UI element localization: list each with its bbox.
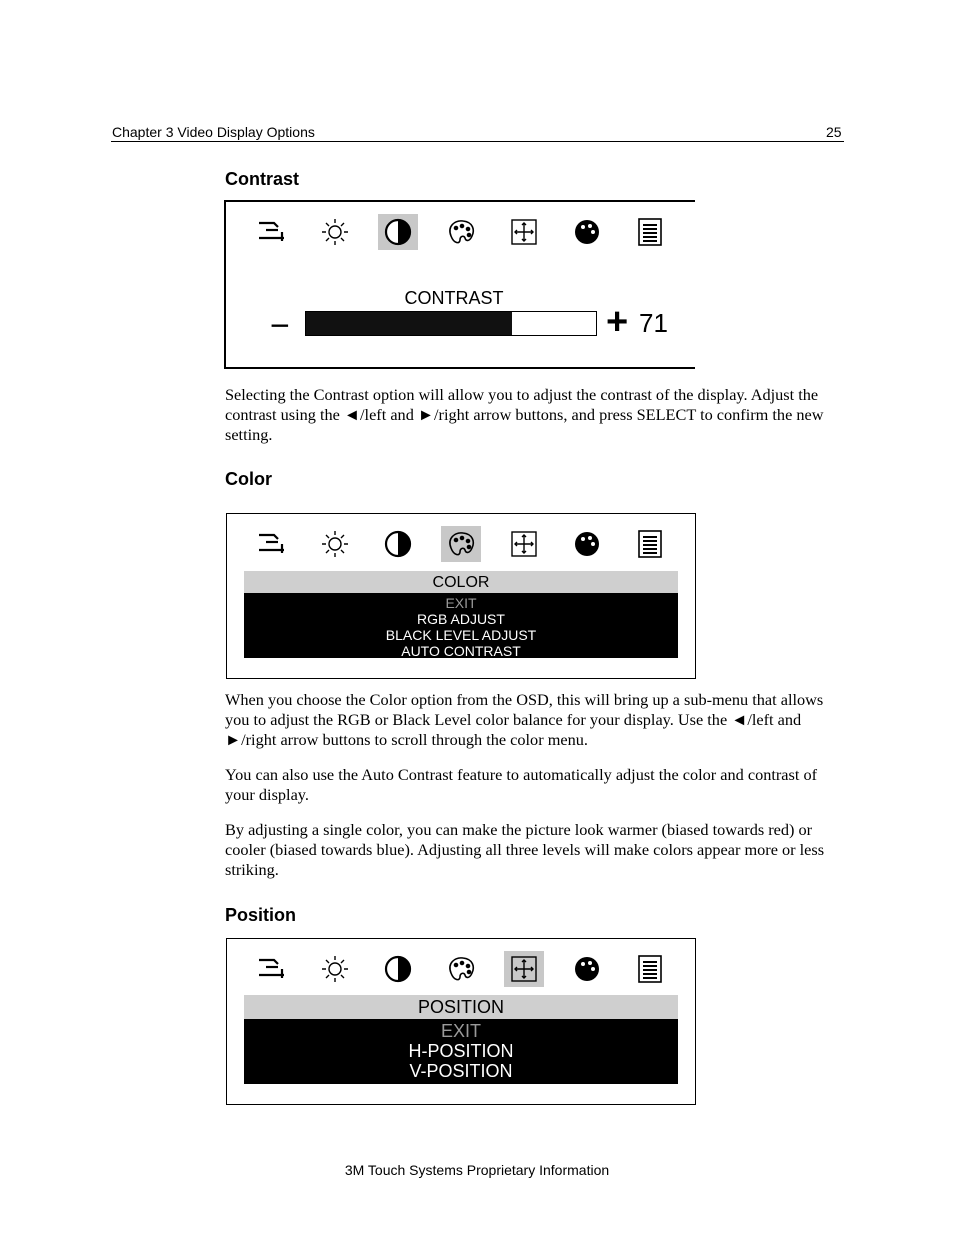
page-number: 25	[826, 124, 842, 140]
contrast-icon[interactable]	[378, 214, 418, 250]
footer: 3M Touch Systems Proprietary Information	[344, 1162, 610, 1178]
menu-item-rgb-adjust[interactable]: RGB ADJUST	[417, 611, 505, 627]
contrast-osd-figure	[224, 200, 695, 369]
input-source-icon[interactable]	[252, 951, 292, 987]
color-wheel-icon[interactable]	[567, 951, 607, 987]
position-section-title: Position	[225, 905, 296, 925]
menu-list-icon[interactable]	[630, 526, 670, 562]
palette-icon[interactable]	[441, 526, 481, 562]
header-rule	[111, 141, 844, 142]
sun-icon[interactable]	[315, 526, 355, 562]
color-osd-figure	[226, 513, 696, 679]
menu-list-icon[interactable]	[630, 214, 670, 250]
color-wheel-icon[interactable]	[567, 214, 607, 250]
osd-icon-row	[227, 514, 695, 574]
osd-icon-row	[227, 939, 695, 999]
contrast-section-title: Contrast	[225, 169, 300, 189]
position-icon[interactable]	[504, 951, 544, 987]
color-paragraph-1: When you choose the Color option from the OSD, this will bring up a sub-menu that allows you to adjust the RGB or Black Level color balance for your display. Use the ◄/left and ►/right arrow buttons to scroll through the color menu.	[225, 690, 824, 749]
palette-icon[interactable]	[441, 214, 481, 250]
sun-icon[interactable]	[315, 951, 355, 987]
contrast-slider-fill	[306, 312, 512, 335]
input-source-icon[interactable]	[252, 214, 292, 250]
position-osd-figure	[226, 938, 696, 1105]
plus-symbol: +	[606, 301, 629, 343]
position-icon[interactable]	[504, 214, 544, 250]
menu-item-v-position[interactable]: V-POSITION	[409, 1061, 513, 1081]
input-source-icon[interactable]	[252, 526, 292, 562]
palette-icon[interactable]	[441, 951, 481, 987]
color-menu-header: COLOR	[244, 571, 678, 593]
menu-list-icon[interactable]	[630, 951, 670, 987]
menu-item-exit[interactable]: EXIT	[445, 595, 477, 611]
position-menu-body	[244, 1019, 678, 1084]
contrast-osd-label: CONTRAST	[404, 288, 504, 308]
color-wheel-icon[interactable]	[567, 526, 607, 562]
chapter-header: Chapter 3 Video Display Options	[112, 124, 315, 140]
menu-item-auto-contrast[interactable]: AUTO CONTRAST	[401, 643, 521, 659]
menu-item-black-level-adjust[interactable]: BLACK LEVEL ADJUST	[385, 627, 537, 643]
contrast-icon[interactable]	[378, 526, 418, 562]
menu-item-h-position[interactable]: H-POSITION	[408, 1041, 514, 1061]
position-icon[interactable]	[504, 526, 544, 562]
color-menu-body	[244, 593, 678, 658]
minus-symbol: −	[270, 307, 290, 345]
color-paragraph-3: By adjusting a single color, you can make the picture look warmer (biased towards red) or cooler (biased towards blue). Adjusting all three levels will make colors appear more or less striking.	[225, 820, 825, 879]
osd-icon-row	[226, 202, 695, 262]
contrast-value: 71	[639, 308, 668, 338]
position-menu-header: POSITION	[244, 995, 678, 1019]
sun-icon[interactable]	[315, 214, 355, 250]
menu-item-exit[interactable]: EXIT	[440, 1021, 481, 1041]
color-section-title: Color	[225, 469, 272, 489]
contrast-slider	[305, 311, 597, 336]
contrast-icon[interactable]	[378, 951, 418, 987]
color-paragraph-2: You can also use the Auto Contrast feature to automatically adjust the color and contrast of your display.	[225, 765, 818, 804]
contrast-paragraph: Selecting the Contrast option will allow you to adjust the contrast of the display. Adjust the contrast using the ◄/left and ►/right arrow buttons, and press SELECT to confirm the new setting.	[225, 385, 824, 444]
